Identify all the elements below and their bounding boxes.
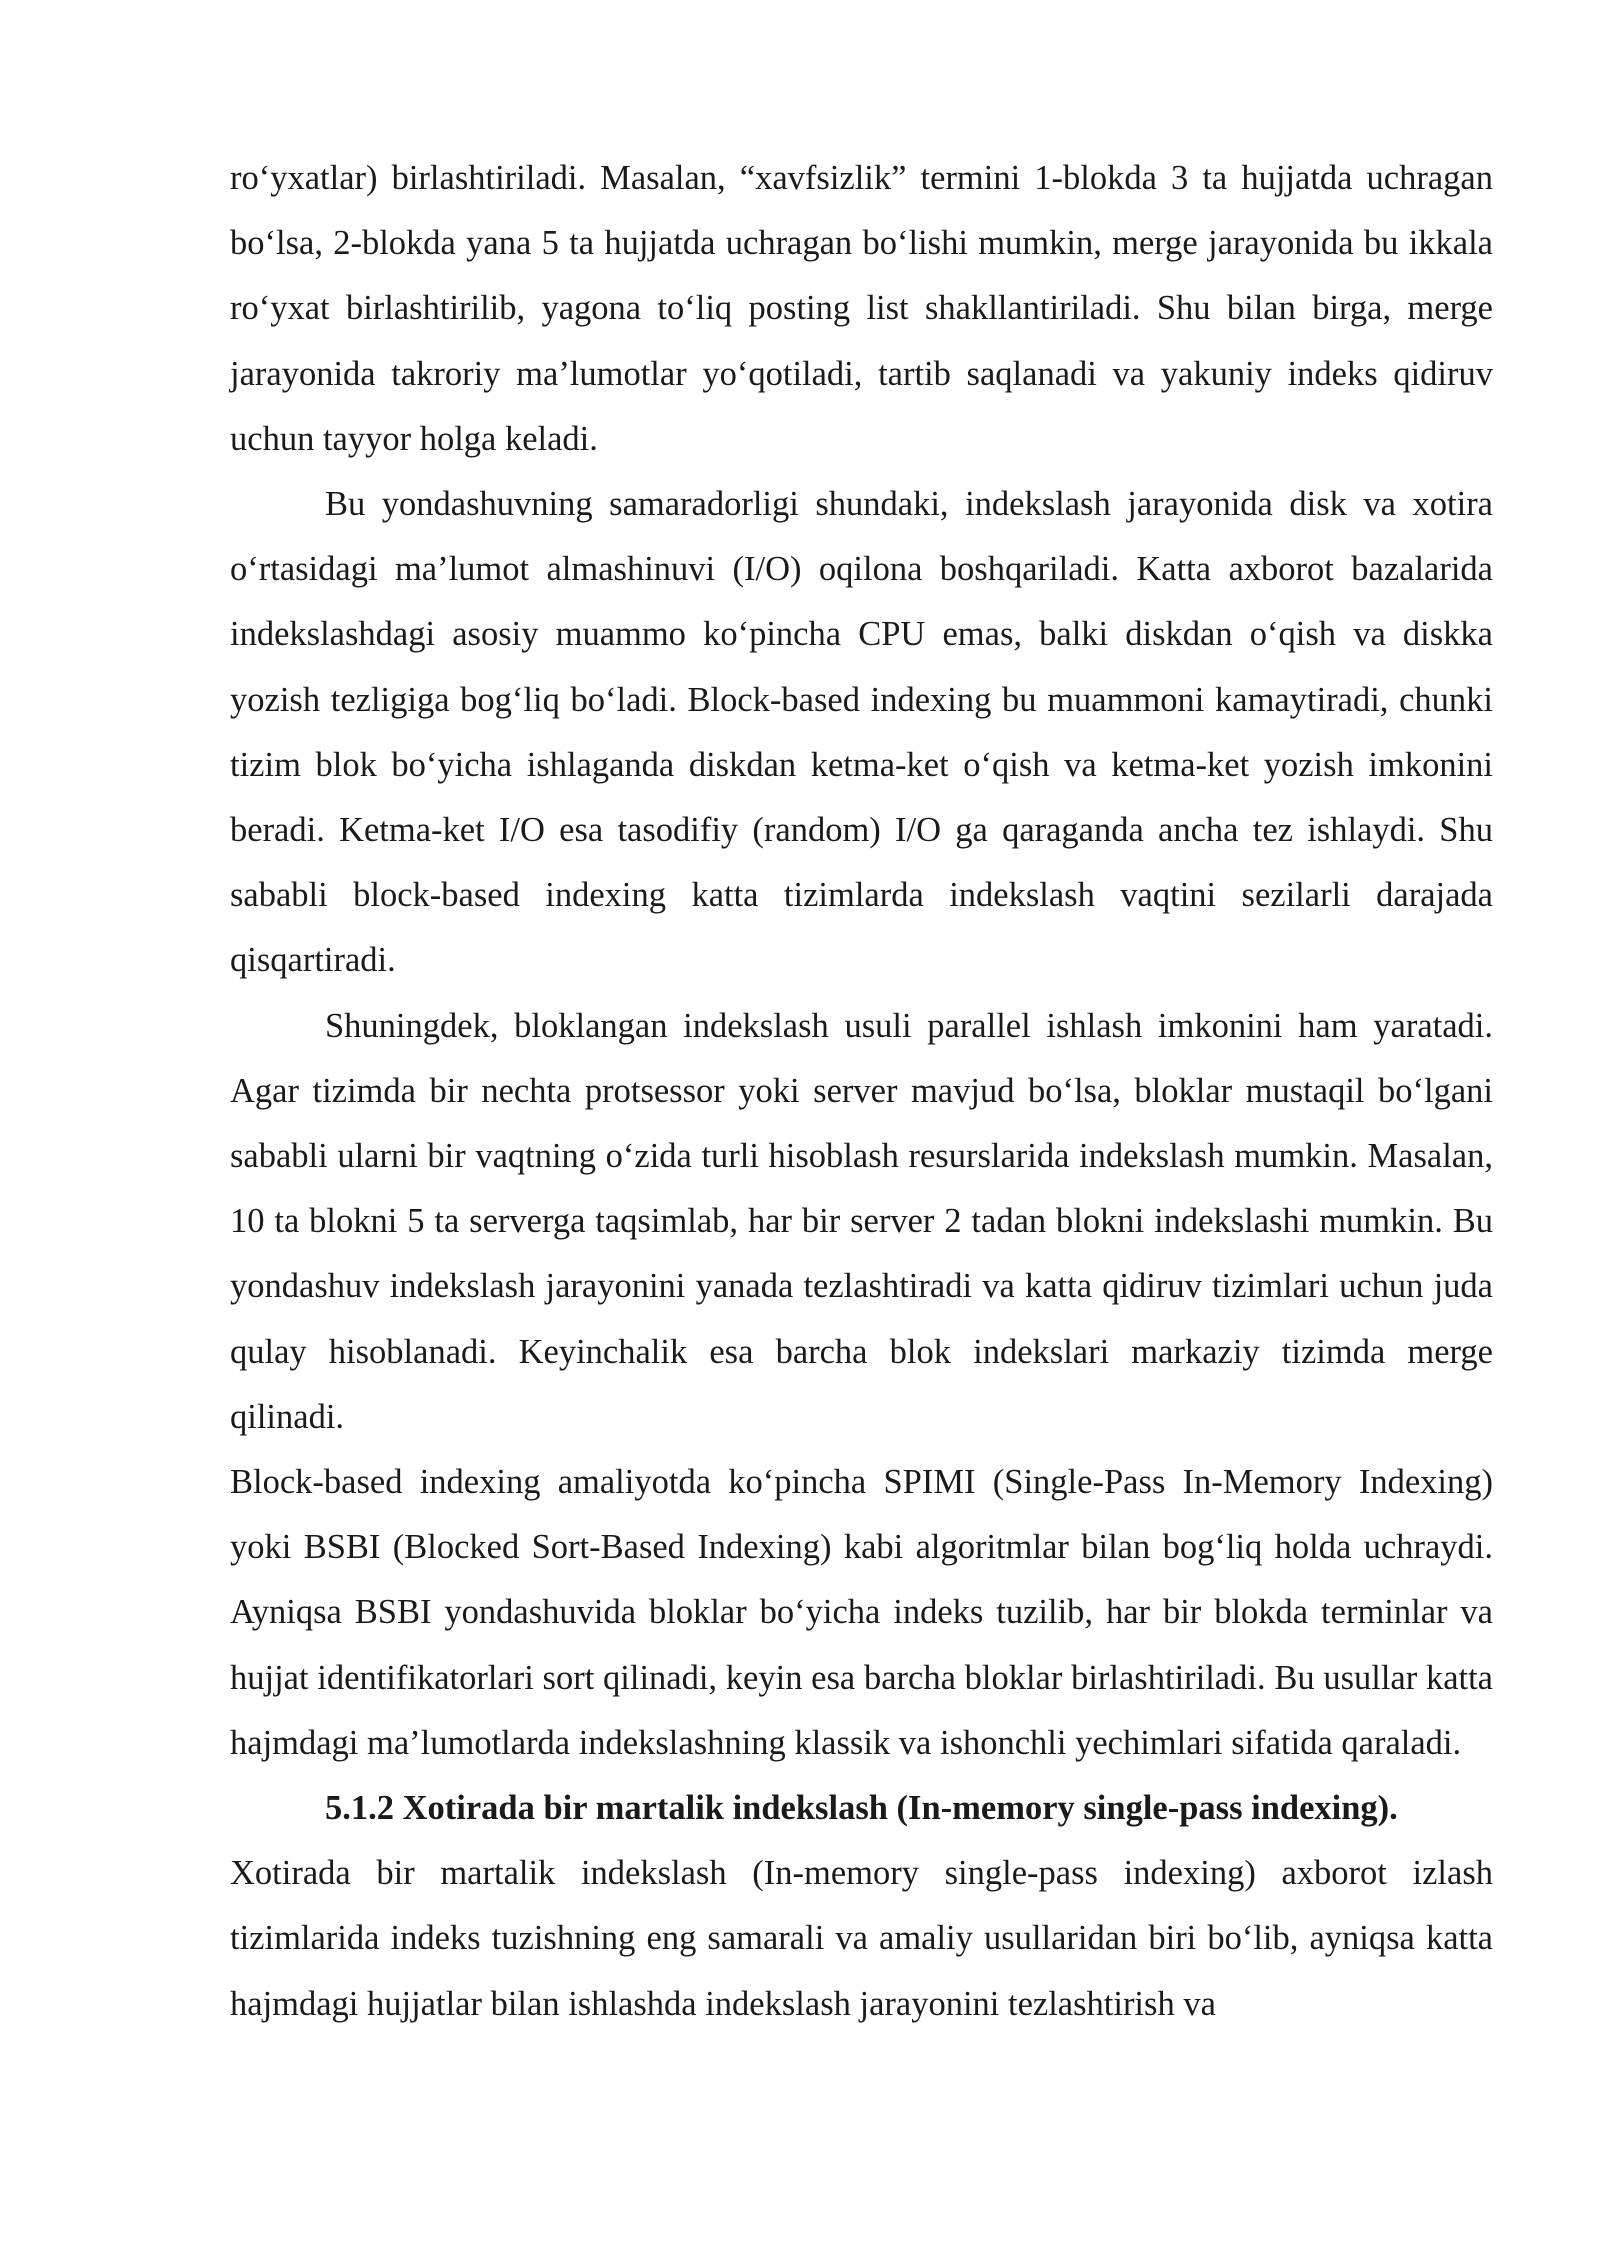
document-page bbox=[230, 146, 1493, 2037]
paragraph-spimi-bsbi: Block-based indexing amaliyotda ko‘pincha SPIMI (Single-Pass In-Memory Indexing) yoki BSBI (Blocked Sort-Based Indexing) kabi algoritmlar bilan bog‘liq holda uchraydi. Ayniqsa BSBI yondashuvida bloklar bo‘yicha indeks tuzilib, har bir blokda terminlar va hujjat identifikatorlari sort qilinadi, keyin esa barcha bloklar birlashtiriladi. Bu usullar katta hajmdagi ma’lumotlarda indekslashning klassik va ishonchli yechimlari sifatida qaraladi. bbox=[230, 1463, 1493, 1762]
section-heading: 5.1.2 Xotirada bir martalik indekslash (In-memory single-pass indexing). bbox=[325, 1789, 1398, 1828]
paragraph-merge-example: ro‘yxatlar) birlashtiriladi. Masalan, “xavfsizlik” termini 1-blokda 3 ta hujjatda uchragan bo‘lsa, 2-blokda yana 5 ta hujjatda uchragan bo‘lishi mumkin, merge jarayonida bu ikkala ro‘yxat birlashtirilib, yagona to‘liq posting list shakllantiriladi. Shu bilan birga, merge jarayonida takroriy ma’lumotlar yo‘qotiladi, tartib saqlanadi va yakuniy indeks qidiruv uchun tayyor holga keladi. bbox=[230, 159, 1493, 458]
paragraph-in-memory-indexing: Xotirada bir martalik indekslash (In-memory single-pass indexing) axborot izlash tizimlarida indeks tuzishning eng samarali va amaliy usullaridan biri bo‘lib, ayniqsa katta hajmdagi hujjatlar bilan ishlashda indekslash jarayonini tezlashtirish va bbox=[230, 1854, 1493, 2023]
paragraph-parallel-indexing: Shuningdek, bloklangan indekslash usuli parallel ishlash imkonini ham yaratadi. Agar tizimda bir nechta protsessor yoki server mavjud bo‘lsa, bloklar mustaqil bo‘lgani sababli ularni bir vaqtning o‘zida turli hisoblash resurslarida indekslash mumkin. Masalan, 10 ta blokni 5 ta serverga taqsimlab, har bir server 2 tadan blokni indekslashi mumkin. Bu yondashuv indekslash jarayonini yanada tezlashtiradi va katta qidiruv tizimlari uchun juda qulay hisoblanadi. Keyinchalik esa barcha blok indekslari markaziy tizimda merge qilinadi. bbox=[230, 1006, 1493, 1436]
paragraph-io-efficiency: Bu yondashuvning samaradorligi shundaki, indekslash jarayonida disk va xotira o‘rtasidagi ma’lumot almashinuvi (I/O) oqilona boshqariladi. Katta axborot bazalarida indekslashdagi asosiy muammo ko‘pincha CPU emas, balki diskdan o‘qish va diskka yozish tezligiga bog‘liq bo‘ladi. Block-based indexing bu muammoni kamaytiradi, chunki tizim blok bo‘yicha ishlaganda diskdan ketma-ket o‘qish va ketma-ket yozish imkonini beradi. Ketma-ket I/O esa tasodifiy (random) I/O ga qaraganda ancha tez ishlaydi. Shu sababli block-based indexing katta tizimlarda indekslash vaqtini sezilarli darajada qisqartiradi. bbox=[230, 485, 1493, 980]
